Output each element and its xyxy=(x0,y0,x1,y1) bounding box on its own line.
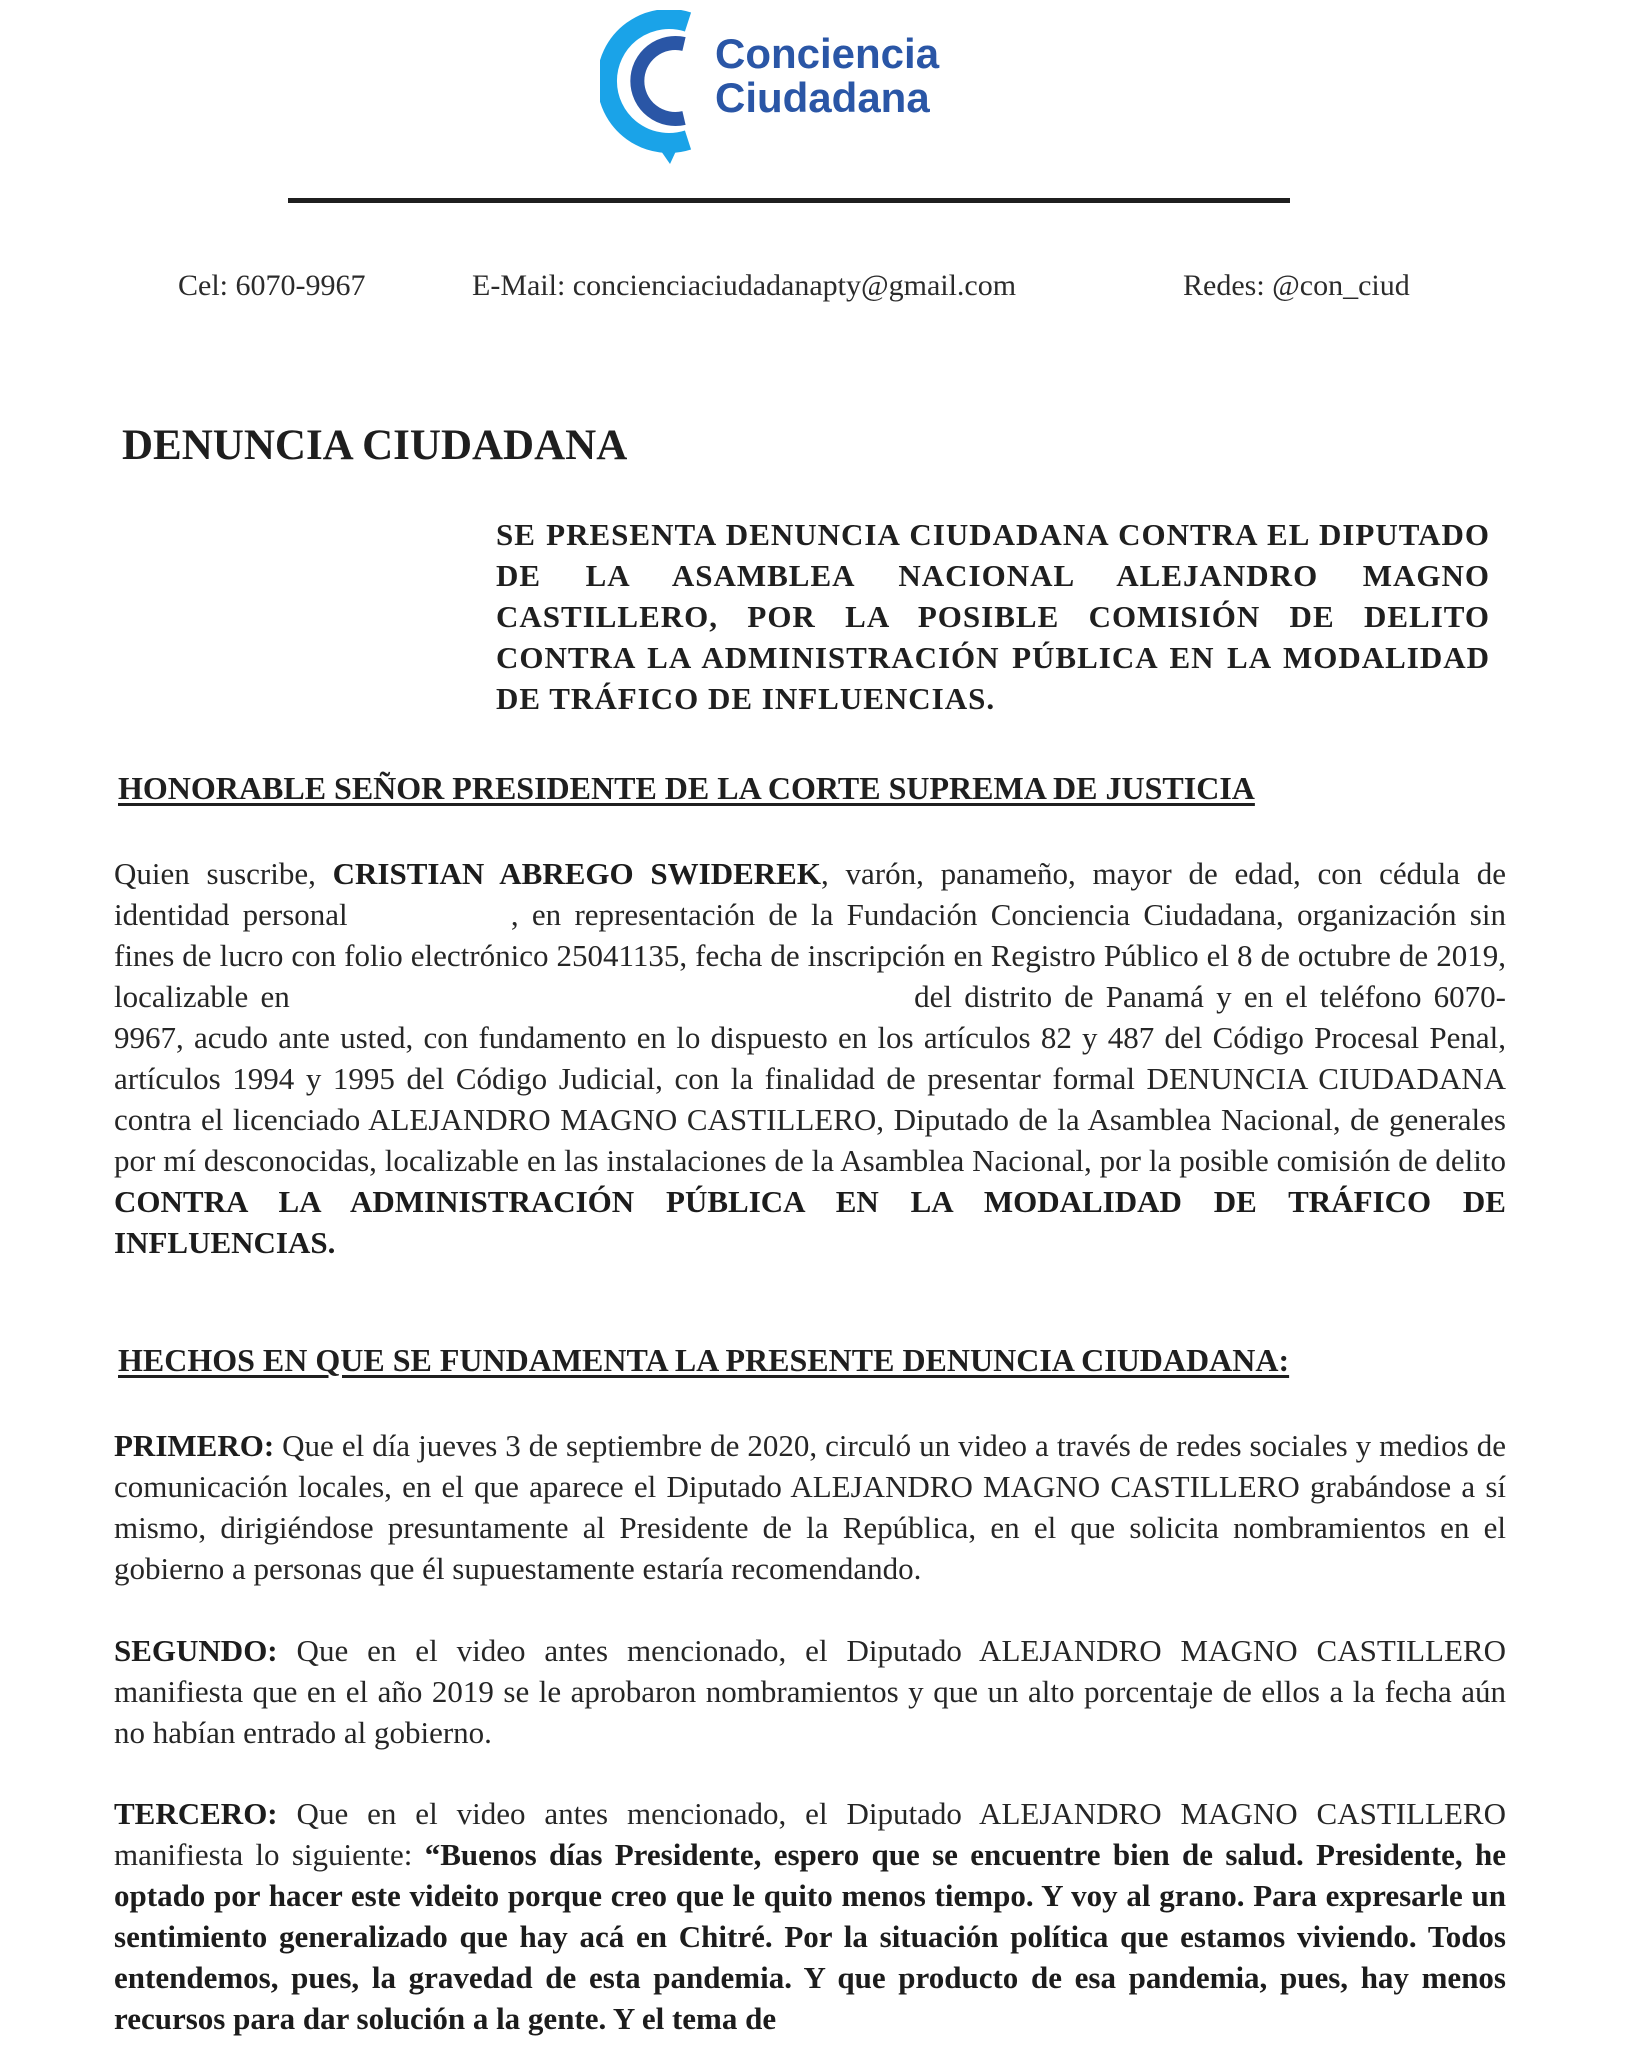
logo-line-1: Conciencia xyxy=(715,30,940,77)
fact-text: Que en el video antes mencionado, el Diputado ALEJANDRO MAGNO CASTILLERO manifiesta que en el año 2019 se le aprobaron nombramientos y que un alto porcentaje de ellos a la fecha aún no habían entrado al gobierno. xyxy=(114,1633,1506,1750)
fact-label: TERCERO: xyxy=(114,1796,278,1831)
logo xyxy=(600,10,980,170)
document-summary: SE PRESENTA DENUNCIA CIUDADANA CONTRA EL DIPUTADO DE LA ASAMBLEA NACIONAL ALEJANDRO MAGNO CASTILLERO, POR LA POSIBLE COMISIÓN DE DELITO CONTRA LA ADMINISTRACIÓN PÚBLICA EN LA MODALIDAD DE TRÁFICO DE INFLUENCIAS. xyxy=(496,517,1490,716)
logo-line-2: Ciudadana xyxy=(715,74,930,121)
intro-text-3: , en representación de la Fundación Conciencia Ciudadana, organización sin fines de lucro con folio electrónico 25041135, fecha de inscripción en Registro Público el 8 de octubre de 2019, localizable en xyxy=(114,897,1506,1014)
salutation-heading: HONORABLE SEÑOR PRESIDENTE DE LA CORTE SUPREMA DE JUSTICIA xyxy=(118,770,1255,806)
offense-description: CONTRA LA ADMINISTRACIÓN PÚBLICA EN LA MODALIDAD DE TRÁFICO DE INFLUENCIAS. xyxy=(114,1184,1506,1260)
intro-text-1: Quien suscribe, xyxy=(114,856,333,891)
fact-tercero xyxy=(114,1793,1506,2039)
intro-paragraph xyxy=(114,853,1506,1263)
fact-quote: “Buenos días Presidente, espero que se encuentre bien de salud. Presidente, he optado por hacer este videito porque creo que le quito menos tiempo. Y voy al grano. Para expresarle un sentimiento generalizado que hay acá en Chitré. Por la situación política que estamos viviendo. Todos entendemos, pues, la gravedad de esta pandemia. Y que producto de esa pandemia, pues, hay menos recursos para dar solución a la gente. Y el tema de xyxy=(114,1837,1506,2036)
intro-text-4: del distrito de Panamá y en el teléfono 6070-9967, acudo ante usted, con fundamento en lo dispuesto en los artículos 82 y 487 del Código Procesal Penal, artículos 1994 y 1995 del Código Judicial, con la finalidad de presentar formal DENUNCIA CIUDADANA contra el licenciado ALEJANDRO MAGNO CASTILLERO, Diputado de la Asamblea Nacional, de generales por mí desconocidas, localizable en las instalaciones de la Asamblea Nacional, por la posible comisión de delito xyxy=(114,979,1506,1178)
logo-mark-icon xyxy=(600,10,710,170)
redacted-id xyxy=(361,904,511,932)
fact-text: Que el día jueves 3 de septiembre de 2020, circuló un video a través de redes sociales y medios de comunicación locales, en el que aparece el Diputado ALEJANDRO MAGNO CASTILLERO grabándose a sí mismo, dirigiéndose presuntamente al Presidente de la República, en el que solicita nombramientos en el gobierno a personas que él supuestamente estaría recomendando. xyxy=(114,1428,1506,1586)
fact-label: PRIMERO: xyxy=(114,1428,275,1463)
document-title: DENUNCIA CIUDADANA xyxy=(122,422,628,469)
facts-heading: HECHOS EN QUE SE FUNDAMENTA LA PRESENTE DENUNCIA CIUDADANA: xyxy=(118,1342,1290,1378)
intro-text-2: , varón, panameño, mayor de edad, con cédula de identidad personal xyxy=(114,856,1506,932)
contact-email: E-Mail: concienciaciudadanapty@gmail.com xyxy=(472,269,1017,302)
contact-phone: Cel: 6070-9967 xyxy=(178,269,366,302)
complainant-name: CRISTIAN ABREGO SWIDEREK xyxy=(332,856,821,891)
fact-segundo xyxy=(114,1630,1506,1753)
fact-text: Que en el video antes mencionado, el Diputado ALEJANDRO MAGNO CASTILLERO manifiesta lo siguiente: xyxy=(114,1796,1506,1872)
contact-social: Redes: @con_ciud xyxy=(1183,269,1410,302)
redacted-address xyxy=(302,986,902,1014)
fact-label: SEGUNDO: xyxy=(114,1633,278,1668)
header-divider xyxy=(288,198,1290,203)
fact-primero xyxy=(114,1425,1506,1589)
logo-wordmark xyxy=(715,32,939,120)
